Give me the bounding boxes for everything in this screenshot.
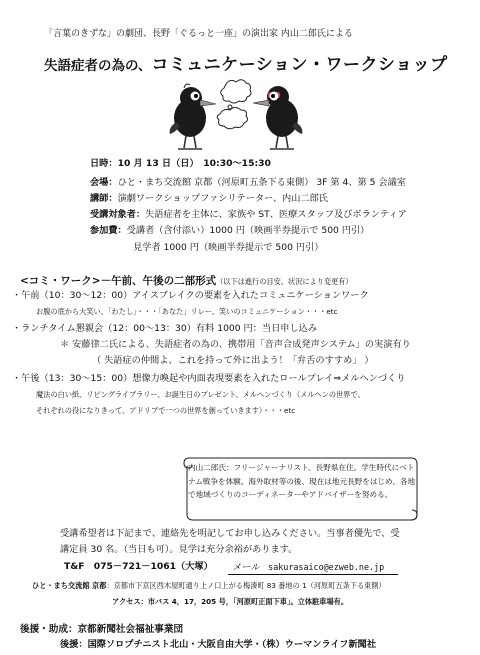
support-row-2	[60, 639, 376, 651]
date-label: 日時：	[90, 158, 118, 169]
venue-row	[90, 177, 406, 189]
mail-label: メール	[232, 562, 260, 573]
support-label-2: 後援：	[60, 639, 88, 650]
title-prefix: 失語症者の為の、	[44, 58, 152, 74]
support-row-1	[20, 621, 183, 635]
fee-value-2: 見学者 1000 円（映画半券提示で 500 円引）	[133, 242, 324, 253]
am-session: ・午前（10：30～12：00）アイスブレイクの要素を入れたコミュニケーションワーク	[12, 290, 369, 301]
venue-address-label: ひと・まち交流館 京都	[32, 581, 107, 590]
venue-value: ひと・まち交流館 京都（河原町五条下る東側） 3F 第 4、第 5 会議室	[117, 177, 406, 188]
birds-illustration	[158, 78, 318, 156]
support-value-1: 京都新聞社会福祉事業団	[77, 624, 184, 635]
am-detail: お腹の底から大笑い、「わたし」・・・「あなた」リレー、笑いのコミュニケーション・・・etc	[36, 307, 338, 316]
venue-address: ：京都市下京区西木屋町通り上ノ口上がる梅湊町 83 番地の 1（河原町五条下る東側）	[106, 581, 386, 590]
mail-underline	[228, 574, 398, 575]
left-bird-icon	[170, 84, 216, 149]
thought-bubble-icon	[217, 80, 251, 129]
target-label: 受講対象者：	[90, 209, 146, 220]
pm-detail-2: それぞれの役になりきって、アドリブで一つの世界を創っていきます）・・・etc	[36, 406, 296, 415]
program-heading-note: （以下は進行の目安。状況により変更有）	[216, 277, 353, 286]
mail-row	[232, 561, 384, 574]
lecturer-row	[90, 193, 328, 205]
date-row	[90, 158, 271, 170]
support-label-1: 後援・助成：	[20, 624, 78, 635]
lecturer-label: 講師：	[90, 193, 118, 204]
mail-address[interactable]: sakurasaico@ezweb.ne.jp	[268, 562, 385, 572]
page-title	[44, 50, 448, 75]
target-value: 失語症者を主体に、家族や ST、医療スタッフ及びボランティア	[145, 209, 407, 220]
lunch-note-2: （ 失語症の仲間よ、これを持って外に出よう！「弁舌のすすめ」 ）	[92, 355, 374, 366]
program-heading-row	[20, 269, 353, 288]
application-line-1: 受講希望者は下記まで、連絡先を明記してお申し込みください。当事者優先で、受	[60, 528, 400, 539]
venue-address-row	[32, 581, 386, 591]
fee-row	[90, 225, 369, 237]
fee-label: 参加費：	[90, 225, 127, 236]
tel-fax: T&F 075－721－1061（大塚）	[64, 561, 213, 572]
lecturer-value: 演劇ワークショップファシリテーター、内山二郎氏	[117, 193, 328, 204]
pm-session: ・午後（13：30～15：00）想像力喚起や内面表現要素を入れたロールプレイ⇒メルヘンづくり	[12, 373, 406, 384]
pre-title: 「言葉のきずな」の劇団、長野「ぐるっと一座」の演出家 内山二郎氏による	[44, 29, 353, 39]
target-row	[90, 209, 407, 221]
date-value: 10 月 13 日（日） 10:30～15:30	[117, 158, 271, 169]
program-heading: <コミ・ワーク>－午前、午後の二部形式	[20, 275, 217, 287]
support-value-2: 国際ソロプチニスト北山・大阪自由大学・（株）ウーマンライフ新聞社	[87, 639, 377, 650]
title-main: コミュニケーション・ワークショップ	[151, 55, 448, 75]
fee-value-1: 受講者（含付添い）1000 円（映画半券提示で 500 円引）	[126, 225, 370, 236]
application-line-2: 講定員 30 名。（当日も可）。見学は充分余裕があります。	[60, 544, 298, 555]
access-info: アクセス：市バス 4，17，205 号，「河原町正面下車」。立体駐車場有。	[112, 597, 349, 606]
lunch-session: ・ランチタイム懇親会（12：00～13：30）有料 1000 円：当日申し込み	[12, 323, 318, 334]
profile-text: 内山二郎氏：フリージャーナリスト。長野県在住。学生時代にベトナム戦争を体験。海外取材等の後、現在は地元長野をはじめ、各地で地域づくりのコーディネーターやアドバイザーを努める。	[188, 463, 416, 499]
right-bird-icon	[253, 86, 302, 149]
venue-label: 会場：	[90, 177, 118, 188]
lunch-note-1: ＊ 安藤律二氏による、失語症者の為の、携帯用「音声合成発声システム」の実演有り	[60, 339, 411, 350]
pm-detail-1: 魔法の白い紙、リビングライブラリー、お誕生日のプレゼント、メルヘンづくり（メルヘンの世界で、	[36, 390, 365, 399]
